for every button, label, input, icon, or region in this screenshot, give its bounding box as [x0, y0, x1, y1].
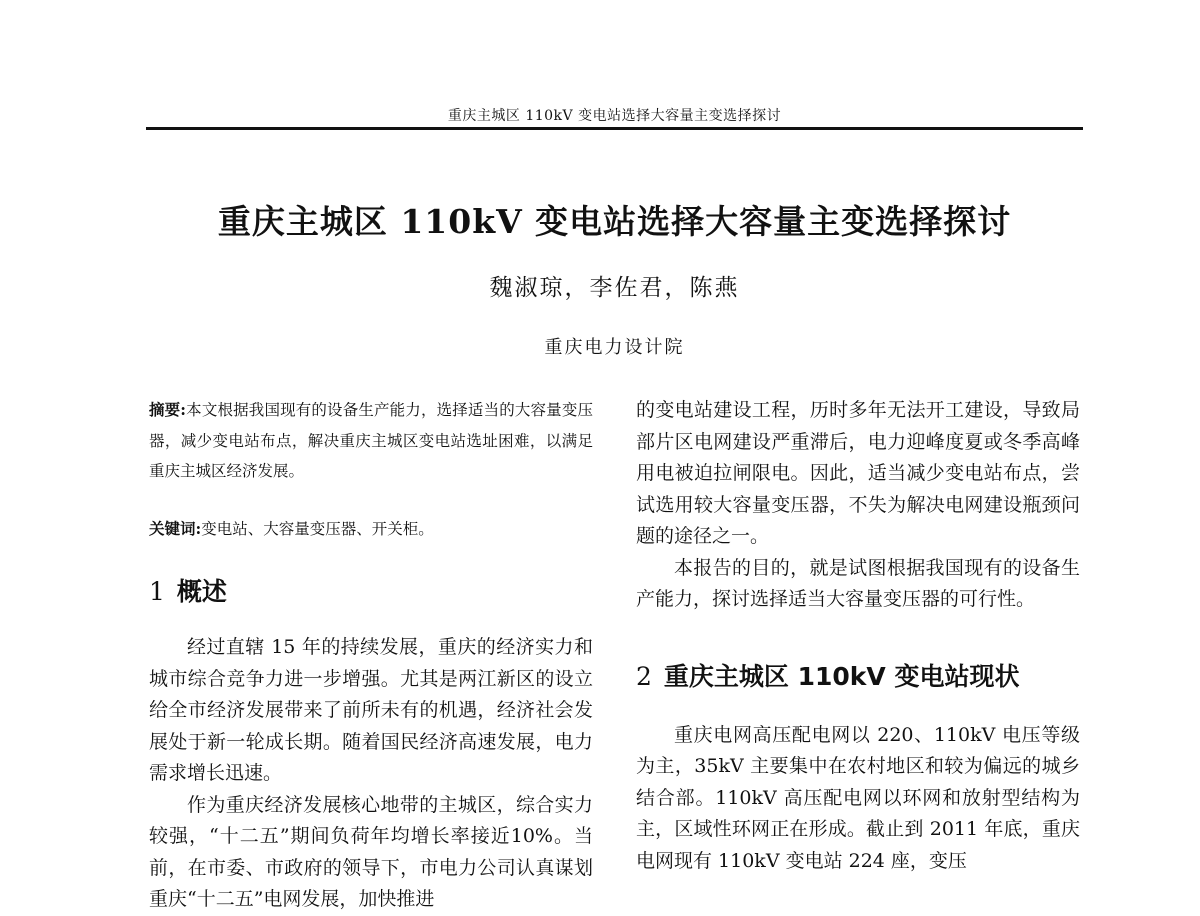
keywords — [149, 514, 593, 545]
section-1-title: 概述 — [176, 577, 227, 606]
section-1-paragraph-2: 作为重庆经济发展核心地带的主城区，综合实力较强，“十二五”期间负荷年均增长率接近10%。当前，在市委、市政府的领导下，市电力公司认真谋划重庆“十二五”电网发展，加快推进 — [149, 793, 593, 910]
abstract-text: 本文根据我国现有的设备生产能力，选择适当的大容量变压器，减少变电站布点，解决重庆主城区变电站选址困难，以满足重庆主城区经济发展。 — [149, 401, 593, 480]
header-rule — [146, 127, 1083, 130]
section-2-paragraph-1: 重庆电网高压配电网以 220、110kV 电压等级为主，35kV 主要集中在农村地区和较为偏远的城乡结合部。110kV 高压配电网以环网和放射型结构为主，区域性环网正在形成。截止到 2011 年底，重庆电网现有 110kV 变电站 224 座，变压 — [636, 723, 1080, 872]
section-2-number: 2 — [636, 661, 652, 691]
section-1-heading — [149, 574, 593, 610]
abstract — [149, 395, 593, 487]
left-column — [149, 395, 593, 916]
paper-title: 重庆主城区 110kV 变电站选择大容量主变选择探讨 — [217, 202, 1012, 241]
continued-paragraph: 的变电站建设工程，历时多年无法开工建设，导致局部片区电网建设严重滞后，电力迎峰度夏或冬季高峰用电被迫拉闸限电。因此，适当减少变电站布点，尝试选用较大容量变压器，不失为解决电网建设瓶颈问题的途径之一。 — [636, 399, 1080, 547]
authors: 魏淑琼，李佐君，陈燕 — [489, 275, 740, 301]
section-2-heading — [636, 659, 1080, 695]
abstract-label: 摘要: — [149, 400, 187, 419]
report-purpose-paragraph: 本报告的目的，就是试图根据我国现有的设备生产能力，探讨选择适当大容量变压器的可行性。 — [636, 556, 1080, 610]
section-1-number: 1 — [149, 577, 165, 606]
section-1-paragraph-1: 经过直辖 15 年的持续发展，重庆的经济实力和城市综合竞争力进一步增强。尤其是两江新区的设立给全市经济发展带来了前所未有的机遇，经济社会发展处于新一轮成长期。随着国民经济高速发展，电力需求增长迅速。 — [149, 636, 593, 784]
keywords-label: 关键词: — [149, 518, 202, 538]
running-header: 重庆主城区 110kV 变电站选择大容量主变选择探讨 — [447, 108, 782, 124]
right-column — [636, 395, 1080, 877]
affiliation: 重庆电力设计院 — [544, 337, 685, 358]
keywords-text: 变电站、大容量变压器、开关柜。 — [201, 519, 434, 538]
section-2-title: 重庆主城区 110kV 变电站现状 — [663, 661, 1020, 691]
